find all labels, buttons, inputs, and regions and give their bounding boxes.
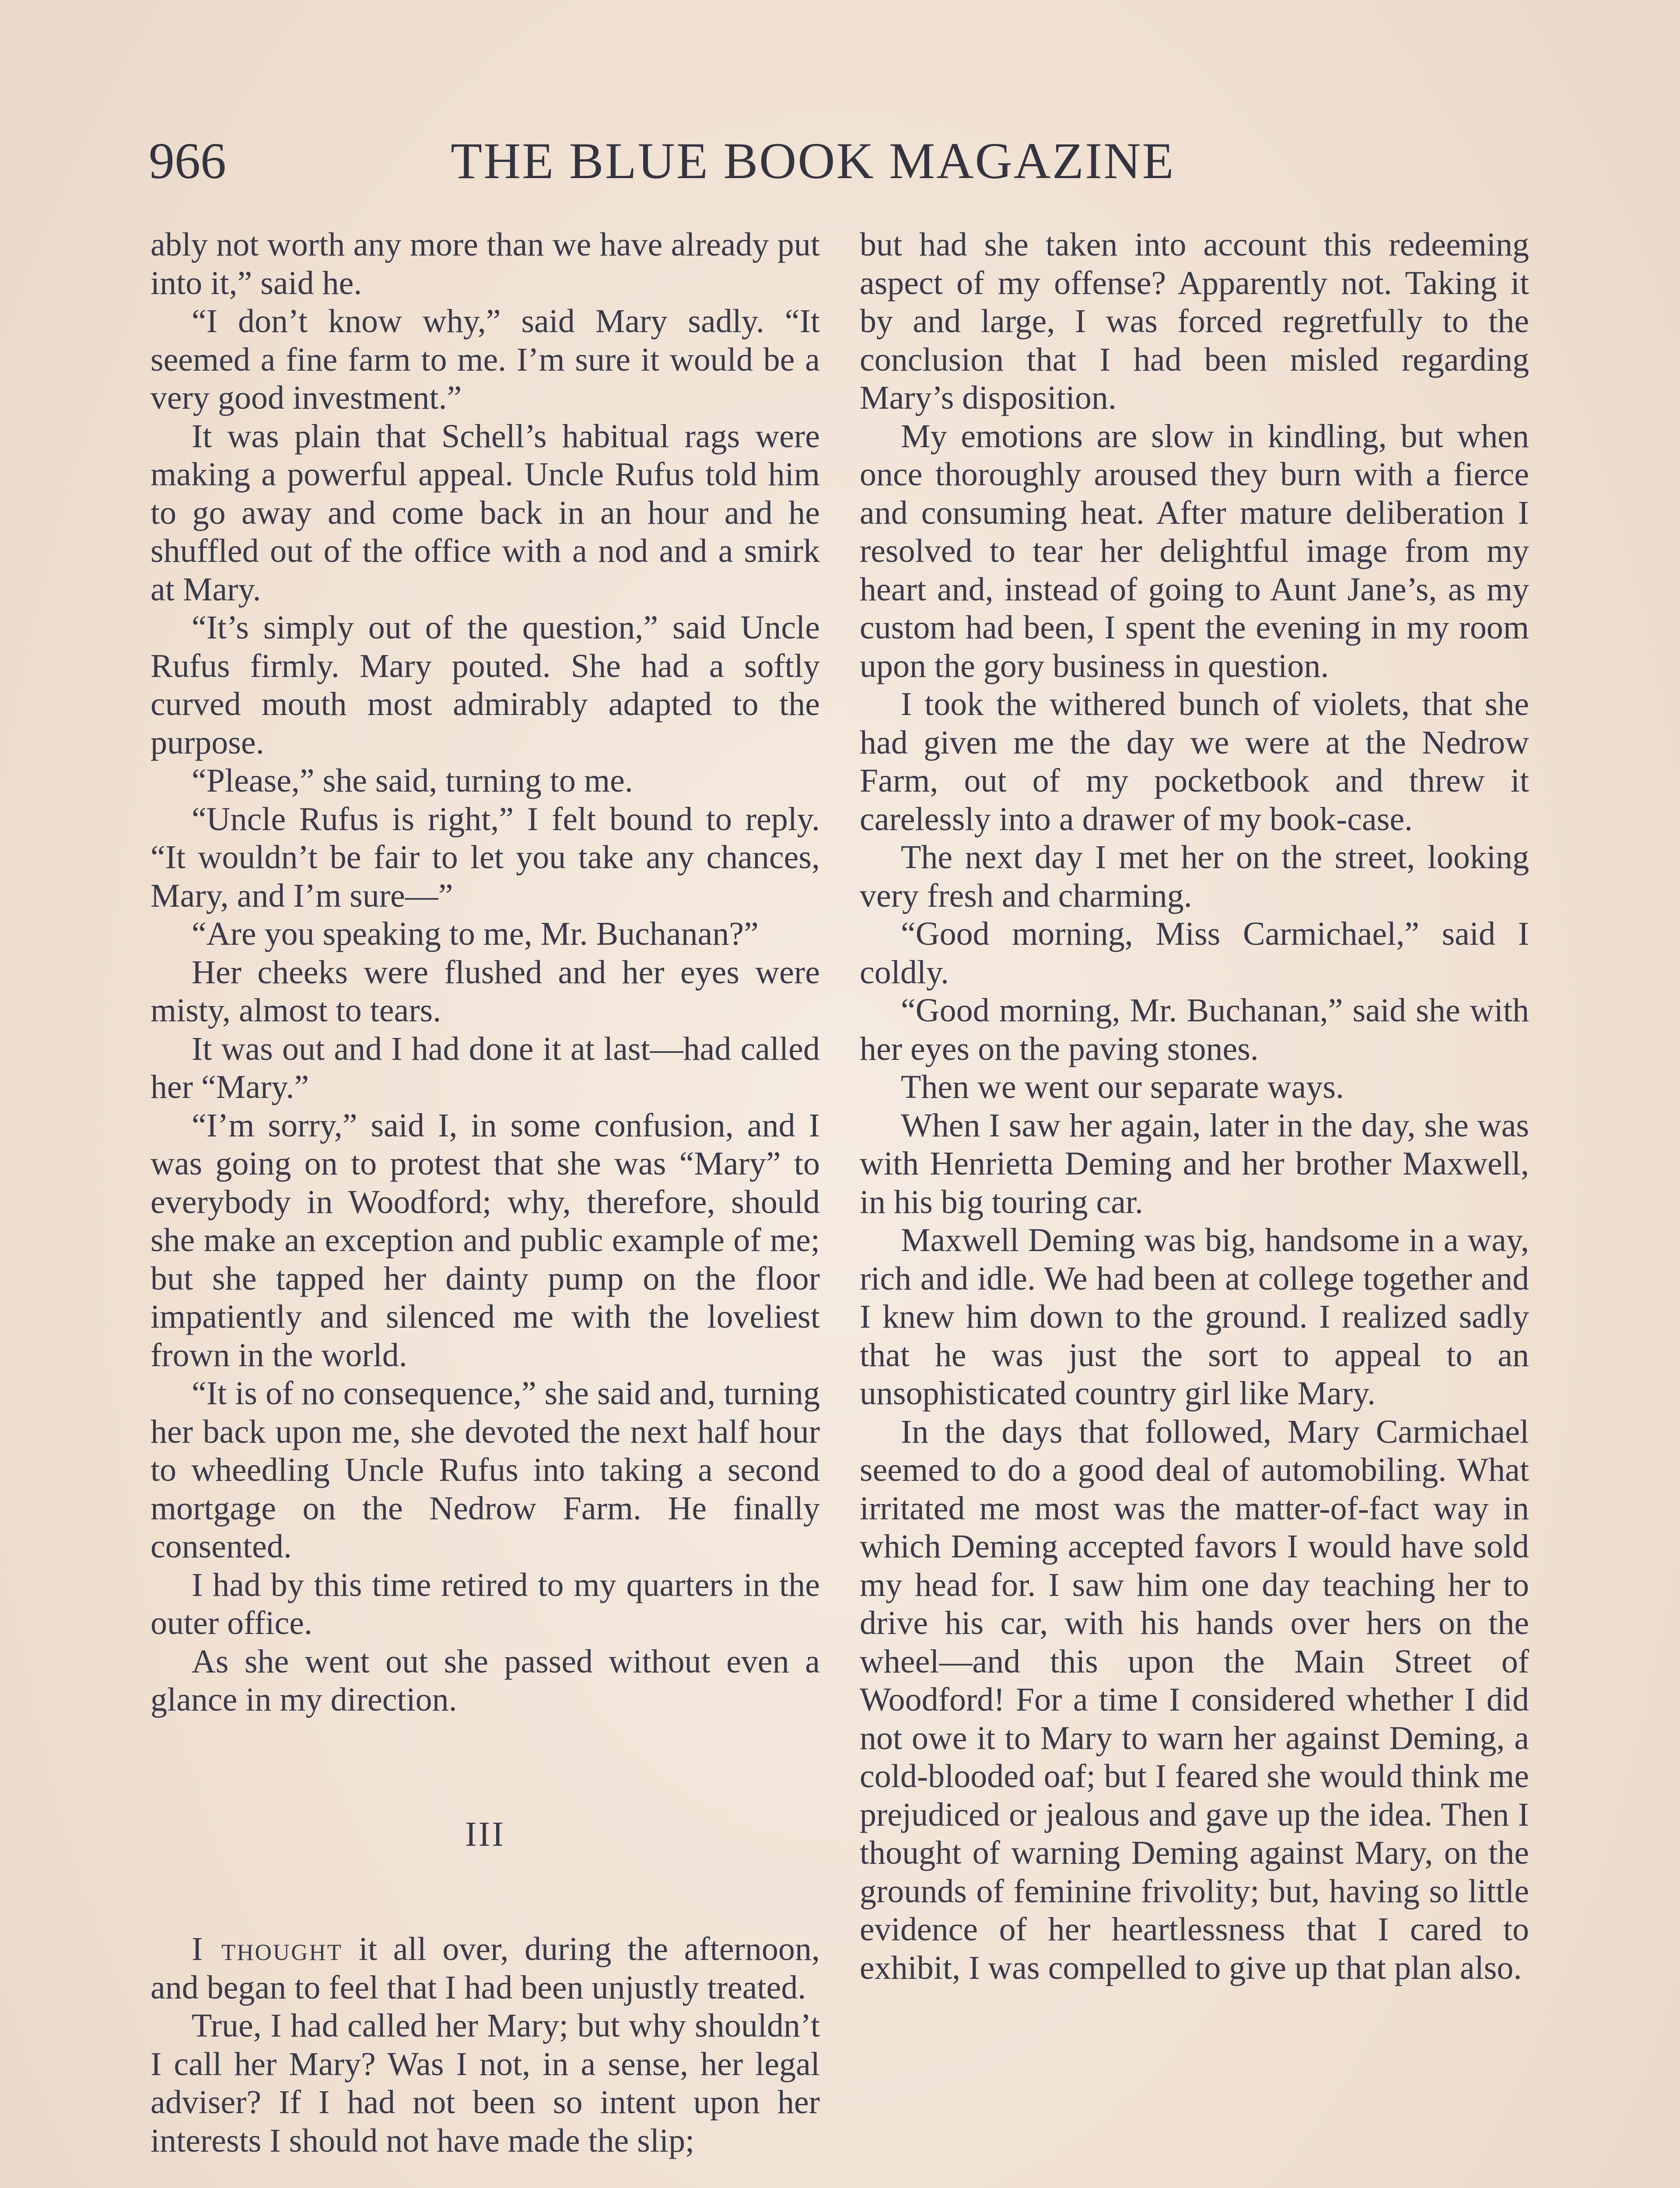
paragraph: “I don’t know why,” said Mary sadly. “It seemed a fine farm to me. I’m sure it would be a very good investment.”	[150, 303, 820, 416]
left-column	[150, 226, 820, 2160]
section-lead-paragraph	[150, 1930, 820, 2007]
paragraph: I took the withered bunch of violets, that she had given me the day we were at the Nedrow Farm, out of my pocketbook and threw it carelessly into a drawer of my book-case.	[860, 686, 1529, 838]
paragraph: “Good morning, Mr. Buchanan,” said she with her eyes on the paving stones.	[860, 992, 1529, 1067]
paragraph: True, I had called her Mary; but why shouldn’t I call her Mary? Was I not, in a sense, her legal adviser? If I had not been so intent upon her interests I should not have made the slip;	[150, 2007, 820, 2159]
paragraph: ably not worth any more than we have already put into it,” said he.	[150, 226, 820, 302]
paragraph: Maxwell Deming was big, handsome in a way, rich and idle. We had been at college together and I knew him down to the ground. I realized sadly that he was just the sort to appeal to an unsophisticated country girl like Mary.	[860, 1222, 1529, 1412]
paragraph: “Please,” she said, turning to me.	[192, 762, 633, 799]
paragraph: “It’s simply out of the question,” said Uncle Rufus firmly. Mary pouted. She had a softly curved mouth most admirably adapted to the purpose.	[150, 609, 820, 761]
paragraph: but had she taken into account this redeeming aspect of my offense? Apparently not. Taking it by and large, I was forced regretfully to the conclusion that I had been misled regarding Mary’s disposition.	[860, 226, 1529, 416]
paragraph: “It is of no consequence,” she said and, turning her back upon me, she devoted the next half hour to wheedling Uncle Rufus into taking a second mortgage on the Nedrow Farm. He finally consented.	[150, 1375, 820, 1565]
page-header	[149, 127, 1234, 206]
section-heading: III	[465, 1815, 505, 1854]
section-lead-text: it all over, during the afternoon, and began to feel that I had been unjustly treated.	[150, 1931, 820, 2006]
paragraph: It was out and I had done it at last—had called her “Mary.”	[150, 1030, 820, 1105]
paragraph: I had by this time retired to my quarters in the outer office.	[150, 1566, 820, 1641]
paragraph: Then we went our separate ways.	[901, 1069, 1344, 1105]
paragraph: The next day I met her on the street, looking very fresh and charming.	[860, 839, 1529, 914]
paragraph: “Are you speaking to me, Mr. Buchanan?”	[192, 915, 759, 952]
page-number: 966	[149, 132, 226, 189]
paragraph: As she went out she passed without even a glance in my direction.	[150, 1643, 820, 1718]
paragraph: My emotions are slow in kindling, but when once thoroughly aroused they burn with a fierce and consuming heat. After mature deliberation I resolved to tear her delightful image from my heart and, instead of going to Aunt Jane’s, as my custom had been, I spent the evening in my room upon the gory business in question.	[860, 417, 1529, 684]
magazine-title: THE BLUE BOOK MAGAZINE	[451, 132, 1175, 189]
paragraph: In the days that followed, Mary Carmichael seemed to do a good deal of automobiling. What irritated me most was the matter-of-fact way in which Deming accepted favors I would have sold my head for. I saw him one day teaching her to drive his car, with his hands over hers on the wheel—and this upon the Main Street of Woodford! For a time I considered whether I did not owe it to Mary to warn her against Deming, a cold-blooded oaf; but I feared she would think me prejudiced or jealous and gave up the idea. Then I thought of warning Deming against Mary, on the grounds of feminine frivolity; but, having so little evidence of her heartlessness that I cared to exhibit, I was compelled to give up that plan also.	[860, 1413, 1529, 1986]
paragraph: “Good morning, Miss Carmichael,” said I coldly.	[860, 915, 1529, 991]
paragraph: It was plain that Schell’s habitual rags were making a powerful appeal. Uncle Rufus told him to go away and come back in an hour and he shuffled out of the office with a nod and a smirk at Mary.	[150, 417, 820, 608]
paragraph: “Uncle Rufus is right,” I felt bound to reply. “It wouldn’t be fair to let you take any chances, Mary, and I’m sure—”	[150, 800, 820, 914]
right-column	[860, 226, 1529, 1987]
section-lead-smallcaps: I thought	[192, 1931, 343, 1967]
paragraph: Her cheeks were flushed and her eyes were misty, almost to tears.	[150, 954, 820, 1029]
paragraph: When I saw her again, later in the day, she was with Henrietta Deming and her brother Maxwell, in his big touring car.	[860, 1107, 1529, 1220]
paragraph: “I’m sorry,” said I, in some confusion, and I was going on to protest that she was “Mary” to everybody in Woodford; why, therefore, should she make an exception and public example of me; but she tapped her dainty pump on the floor impatiently and silenced me with the loveliest frown in the world.	[150, 1107, 820, 1374]
